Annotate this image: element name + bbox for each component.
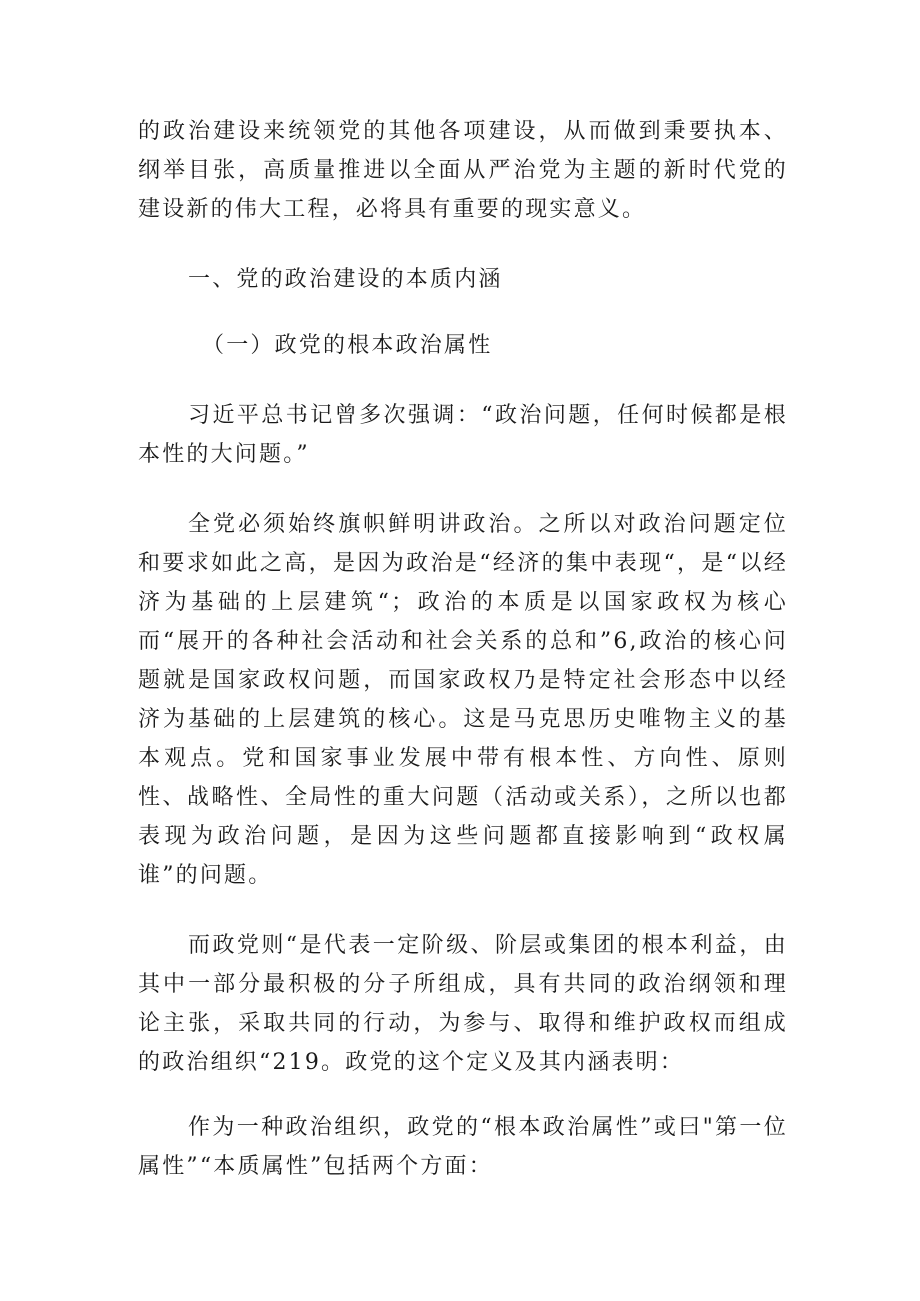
paragraph-quote: 习近平总书记曾多次强调：“政治问题，任何时候都是根本性的大问题。” [138,403,788,467]
paragraph-party-definition: 而政党则“是代表一定阶级、阶层或集团的根本利益，由其中一部分最积极的分子所组成，具有共同的政治纲领和理论主张，采取共同的行动，为参与、取得和维护政权而组成的政治组织“219。政党的这个定义及其内涵表明： [138,933,788,1075]
section-heading: 一、党的政治建设的本质内涵 [188,267,503,292]
subsection-heading: （一）政党的根本政治属性 [202,333,493,358]
paragraph-attributes: 作为一种政治组织，政党的“根本政治属性”或曰"第一位属性”“本质属性”包括两个方面： [138,1115,788,1179]
document-body [138,112,788,1186]
paragraph-continuation: 的政治建设来统领党的其他各项建设，从而做到秉要执本、纲举目张，高质量推进以全面从严治党为主题的新时代党的建设新的伟大工程，必将具有重要的现实意义。 [138,119,788,222]
paragraph-politics: 全党必须始终旗帜鲜明讲政治。之所以对政治问题定位和要求如此之高，是因为政治是“经济的集中表现“，是“以经济为基础的上层建筑“；政治的本质是以国家政权为核心而“展开的各种社会活动和社会关系的总和”6,政治的核心问题就是国家政权问题，而国家政权乃是特定社会形态中以经济为基础的上层建筑的核心。这是马克思历史唯物主义的基本观点。党和国家事业发展中带有根本性、方向性、原则性、战略性、全局性的重大问题（活动或关系），之所以也都表现为政治问题，是因为这些问题都直接影响到“政权属谁”的问题。 [138,512,788,888]
